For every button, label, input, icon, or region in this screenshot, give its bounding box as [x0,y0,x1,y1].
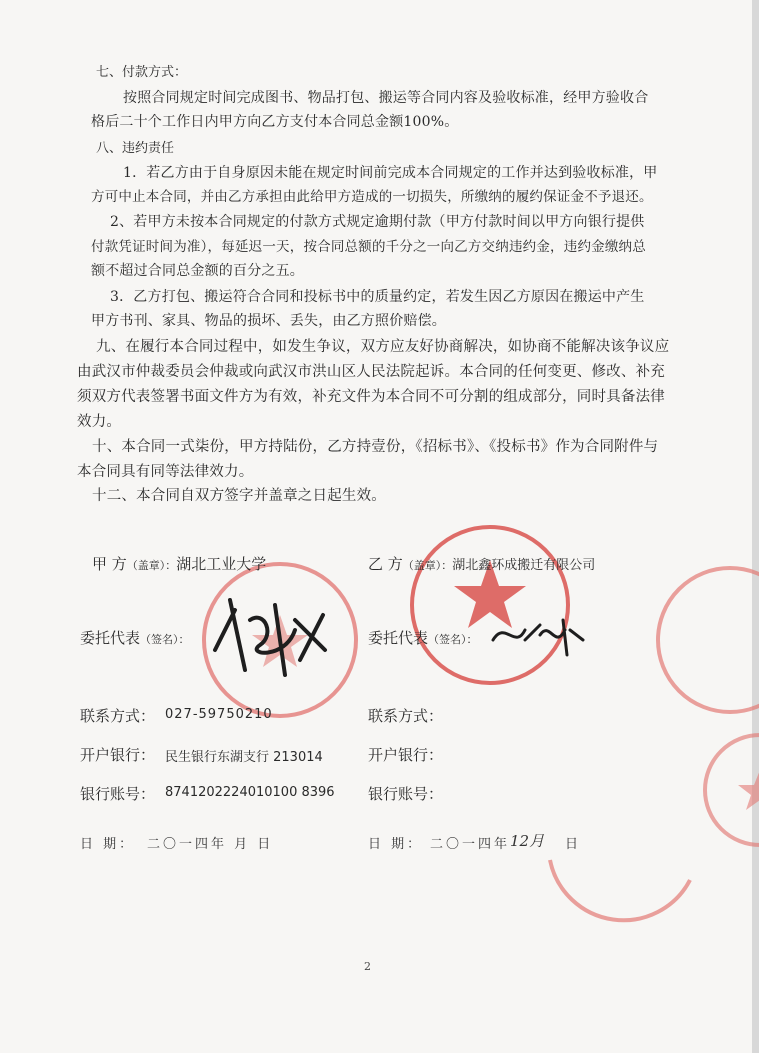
edge-seal-1 [650,560,759,720]
page-number: 2 [364,960,371,973]
party-b-bank-label: 开户银行： [368,746,444,764]
section-7-line-2: 格后二十个工作日内甲方向乙方支付本合同总金额100%。 [91,114,459,130]
section-9-line-2: 由武汉市仲裁委员会仲裁或向武汉市洪山区人民法院起诉。本合同的任何变更、修改、补充 [77,364,665,380]
section-9-line-3: 须双方代表签署书面文件方为有效，补充文件为本合同不可分割的组成部分，同时具备法律 [77,389,665,405]
party-b-signature [485,610,585,660]
party-a-label-text: 甲 方 [92,555,127,573]
party-b-date-month-handwritten: 12月 [510,832,545,850]
party-b-contact-label: 联系方式： [368,707,444,725]
section-8-p3-line-1: 3．乙方打包、搬运符合合同和投标书中的质量约定，若发生因乙方原因在搬运中产生 [110,289,645,305]
party-b-rep [368,627,478,648]
party-b-name: 湖北鑫环成搬迁有限公司 [452,558,596,573]
party-b-seal [402,520,575,690]
party-a-rep-note: （签名）： [140,633,190,646]
party-a-date-label: 日 期： [80,837,136,852]
party-a-contact: 027-59750210 [165,707,273,722]
party-b-seal-note: （盖章）： [402,559,453,572]
section-9-line-4: 效力。 [77,414,122,430]
party-b-rep-label: 委托代表 [368,629,429,647]
party-b-label [368,553,595,574]
section-7-title: 七、付款方式： [96,65,188,80]
section-10-line-2: 本合同具有同等法律效力。 [77,464,254,480]
section-10-line-1: 十、本合同一式柒份，甲方持陆份，乙方持壹份，《招标书》、《投标书》作为合同附件与 [92,439,659,455]
party-a-bank-label: 开户银行： [80,746,156,764]
section-8-p2-line-2: 付款凭证时间为准），每延迟一天，按合同总额的千分之一向乙方交纳违约金，违约金缴纳总 [91,239,646,255]
section-8-title: 八、违约责任 [96,141,175,156]
section-7-line-1: 按照合同规定时间完成图书、物品打包、搬运等合同内容及验收标准，经甲方验收合 [123,90,649,106]
party-b-rep-note: （签名）： [428,633,478,646]
party-a-rep [80,627,190,648]
party-a-account: 8741202224010100 8396 [165,785,335,800]
party-a-account-label: 银行账号： [80,785,156,803]
section-12: 十二、本合同自双方签字并盖章之日起生效。 [92,488,386,504]
section-8-p2-line-1: 2、若甲方未按本合同规定的付款方式规定逾期付款（甲方付款时间以甲方向银行提供 [110,214,645,230]
party-b-date-label: 日 期： [368,837,424,852]
party-b-date-prefix: 二〇一四年 [430,837,511,852]
party-b-date-suffix: 日 [565,837,582,852]
party-a-bank: 民生银行东湖支行 213014 [165,750,323,765]
page-right-edge [752,0,759,1053]
section-9-line-1: 九、在履行本合同过程中，如发生争议，双方应友好协商解决，如协商不能解决该争议应 [96,339,670,355]
party-a-rep-label: 委托代表 [80,629,141,647]
edge-seal-3 [540,840,700,980]
party-a-signature [205,590,335,680]
section-8-p2-line-3: 额不超过合同总金额的百分之五。 [91,263,304,279]
party-b-label-text: 乙 方 [368,555,403,573]
section-8-p3-line-2: 甲方书刊、家具、物品的损坏、丢失，由乙方照价赔偿。 [91,313,446,329]
party-a-date: 二〇一四年 月 日 [147,837,274,852]
party-a-seal-note: （盖章）： [126,559,177,572]
section-8-p1-line-2: 方可中止本合同，并由乙方承担由此给甲方造成的一切损失，所缴纳的履约保证金不予退还。 [91,189,653,205]
party-a-label [92,553,266,574]
edge-seal-2 [700,730,759,850]
party-b-account-label: 银行账号： [368,785,444,803]
section-8-p1-line-1: 1．若乙方由于自身原因未能在规定时间前完成本合同规定的工作并达到验收标准，甲 [123,165,658,181]
party-a-name: 湖北工业大学 [176,555,267,573]
party-a-contact-label: 联系方式： [80,707,156,725]
